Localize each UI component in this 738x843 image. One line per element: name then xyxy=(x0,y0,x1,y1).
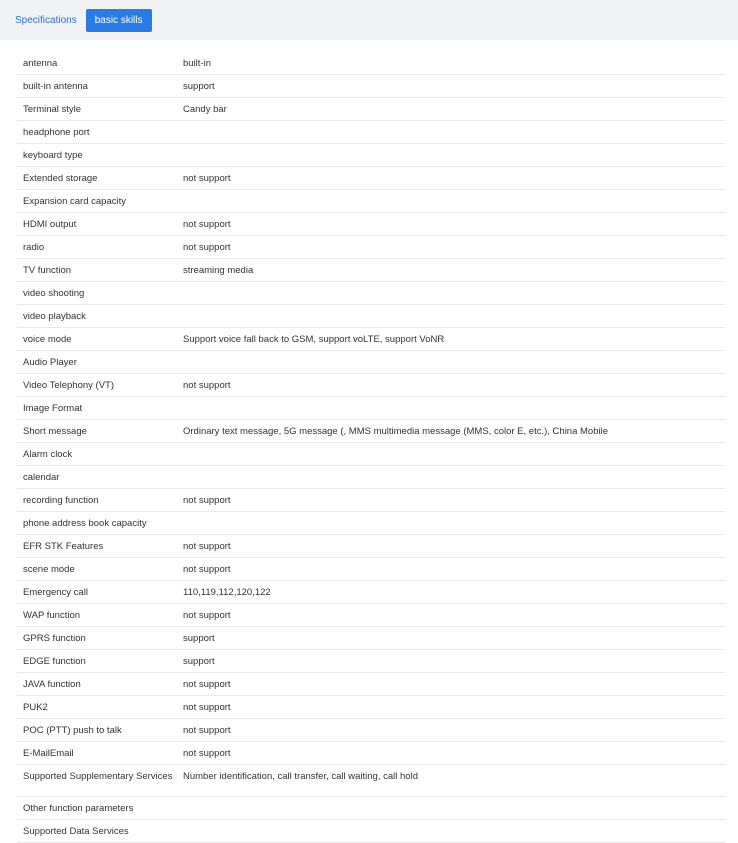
spec-key: POC (PTT) push to talk xyxy=(23,725,122,736)
table-row xyxy=(17,742,725,765)
tab-basic-skills[interactable]: basic skills xyxy=(86,9,152,32)
spec-value: support xyxy=(183,633,215,644)
table-row xyxy=(17,75,725,98)
spec-value: support xyxy=(183,656,215,667)
spec-key: Supported Data Services xyxy=(23,826,129,837)
table-row xyxy=(17,236,725,259)
table-row xyxy=(17,282,725,305)
spec-key: phone address book capacity xyxy=(23,518,147,529)
spec-key: scene mode xyxy=(23,564,75,575)
table-row xyxy=(17,558,725,581)
spec-key: antenna xyxy=(23,58,58,69)
spec-key: video shooting xyxy=(23,288,85,299)
spec-key: Emergency call xyxy=(23,587,88,598)
table-row xyxy=(17,443,725,466)
spec-key: radio xyxy=(23,242,45,253)
spec-value: not support xyxy=(183,495,231,506)
spec-key: Short message xyxy=(23,426,87,437)
spec-key: keyboard type xyxy=(23,150,83,161)
spec-value: 110,119,112,120,122 xyxy=(183,587,271,598)
table-row xyxy=(17,797,725,820)
spec-value: not support xyxy=(183,541,231,552)
table-row xyxy=(17,581,725,604)
table-row xyxy=(17,121,725,144)
table-row xyxy=(17,190,725,213)
spec-value: not support xyxy=(183,702,231,713)
table-row xyxy=(17,673,725,696)
spec-value: Candy bar xyxy=(183,104,227,115)
spec-value: not support xyxy=(183,679,231,690)
table-row xyxy=(17,351,725,374)
spec-key: PUK2 xyxy=(23,702,48,713)
spec-key: Image Format xyxy=(23,403,83,414)
table-row xyxy=(17,466,725,489)
spec-value: not support xyxy=(183,564,231,575)
spec-key: built-in antenna xyxy=(23,81,88,92)
table-row xyxy=(17,820,725,843)
spec-value: not support xyxy=(183,173,231,184)
spec-key: JAVA function xyxy=(23,679,81,690)
table-row xyxy=(17,719,725,742)
table-row xyxy=(17,650,725,673)
spec-value: Support voice fall back to GSM, support voLTE, support VoNR xyxy=(183,334,445,345)
spec-value: not support xyxy=(183,748,231,759)
spec-key: calendar xyxy=(23,472,60,483)
spec-key: Terminal style xyxy=(23,104,82,115)
spec-key: Audio Player xyxy=(23,357,77,368)
table-row xyxy=(17,696,725,719)
spec-table xyxy=(0,40,738,843)
spec-key: EDGE function xyxy=(23,656,86,667)
spec-value: not support xyxy=(183,725,231,736)
table-row xyxy=(17,213,725,236)
table-row xyxy=(17,604,725,627)
spec-value: not support xyxy=(183,242,231,253)
spec-key: HDMI output xyxy=(23,219,77,230)
tab-bar xyxy=(0,0,738,40)
table-row xyxy=(17,259,725,282)
spec-key: EFR STK Features xyxy=(23,541,104,552)
spec-key: WAP function xyxy=(23,610,81,621)
spec-value: built-in xyxy=(183,58,211,69)
table-row xyxy=(17,305,725,328)
table-row xyxy=(17,144,725,167)
tab-specifications[interactable]: Specifications xyxy=(15,14,77,26)
spec-key: voice mode xyxy=(23,334,72,345)
spec-key: recording function xyxy=(23,495,99,506)
spec-value: Number identification, call transfer, call waiting, call hold xyxy=(183,771,418,782)
table-row xyxy=(17,489,725,512)
spec-key: Alarm clock xyxy=(23,449,73,460)
spec-value: not support xyxy=(183,380,231,391)
spec-value: streaming media xyxy=(183,265,254,276)
spec-key: Expansion card capacity xyxy=(23,196,126,207)
table-row xyxy=(17,397,725,420)
spec-value: support xyxy=(183,81,215,92)
spec-key: video playback xyxy=(23,311,86,322)
spec-key: Extended storage xyxy=(23,173,98,184)
spec-key: GPRS function xyxy=(23,633,86,644)
table-row xyxy=(17,52,725,75)
spec-key: headphone port xyxy=(23,127,90,138)
spec-key: TV function xyxy=(23,265,72,276)
table-row xyxy=(17,765,725,797)
table-row xyxy=(17,98,725,121)
spec-value: Ordinary text message, 5G message (, MMS multimedia message (MMS, color E, etc.), China Mobile xyxy=(183,426,608,437)
spec-key: Other function parameters xyxy=(23,803,134,814)
table-row xyxy=(17,328,725,351)
spec-value: not support xyxy=(183,219,231,230)
table-row xyxy=(17,167,725,190)
spec-key: Video Telephony (VT) xyxy=(23,380,115,391)
spec-value: not support xyxy=(183,610,231,621)
table-row xyxy=(17,535,725,558)
table-row xyxy=(17,627,725,650)
table-row xyxy=(17,374,725,397)
spec-key: Supported Supplementary Services xyxy=(23,771,173,782)
table-row xyxy=(17,512,725,535)
spec-key: E-MailEmail xyxy=(23,748,74,759)
table-row xyxy=(17,420,725,443)
